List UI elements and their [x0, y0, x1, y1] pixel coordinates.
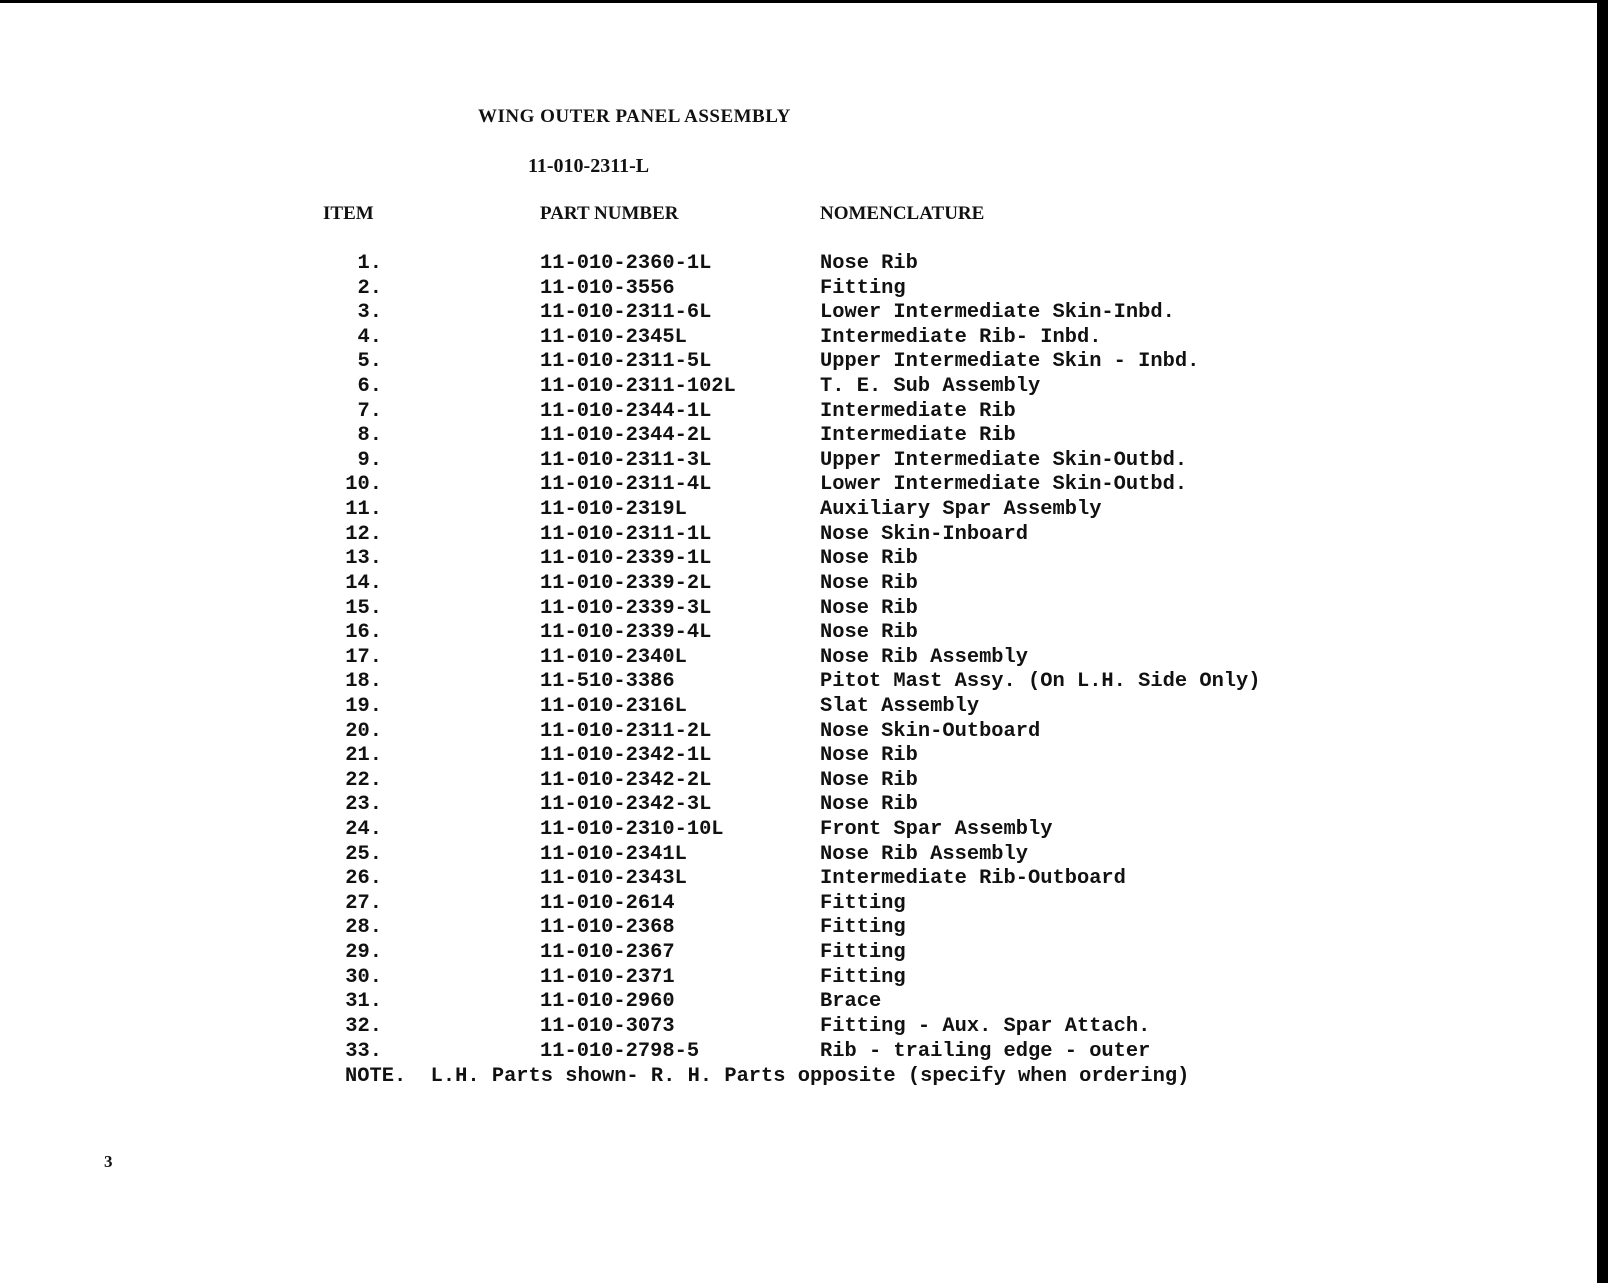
- page-number: 3: [104, 1152, 113, 1171]
- part-number: 11-010-2367: [540, 941, 675, 965]
- item-number: 30.: [345, 965, 382, 989]
- scan-border-top: [0, 0, 1608, 3]
- table-row: [0, 424, 1600, 449]
- part-number: 11-010-2311-5L: [540, 350, 712, 374]
- table-row: [0, 843, 1600, 868]
- nomenclature: Fitting: [820, 276, 906, 300]
- item-number: 25.: [345, 842, 382, 866]
- part-number: 11-010-2960: [540, 990, 675, 1014]
- item-number: 1.: [357, 252, 382, 275]
- item-number: 20.: [345, 719, 382, 743]
- nomenclature: Front Spar Assembly: [820, 818, 1053, 842]
- table-row: [0, 400, 1600, 425]
- table-row: [0, 572, 1600, 597]
- nomenclature: Nose Rib: [820, 768, 918, 792]
- table-row: [0, 818, 1600, 843]
- item-number: 26.: [345, 867, 382, 891]
- nomenclature: Fitting: [820, 941, 906, 965]
- item-number: 3.: [357, 301, 382, 325]
- header-nomenclature: NOMENCLATURE: [820, 203, 985, 224]
- nomenclature: Intermediate Rib: [820, 424, 1016, 448]
- item-number: 4.: [357, 325, 382, 349]
- part-number: 11-010-2339-2L: [540, 571, 712, 595]
- nomenclature: Nose Rib: [820, 621, 918, 645]
- nomenclature: Intermediate Rib: [820, 399, 1016, 423]
- nomenclature: Nose Rib Assembly: [820, 645, 1029, 669]
- part-number: 11-010-2341L: [540, 842, 687, 866]
- nomenclature: Rib - trailing edge - outer: [820, 1039, 1151, 1063]
- document-title: WING OUTER PANEL ASSEMBLY: [478, 106, 791, 127]
- part-number: 11-510-3386: [540, 670, 675, 694]
- nomenclature: Nose Skin-Outboard: [820, 719, 1041, 743]
- nomenclature: Nose Rib: [820, 571, 918, 595]
- table-row: [0, 1015, 1600, 1040]
- parts-list: [0, 252, 1600, 1064]
- item-number: 24.: [345, 818, 382, 842]
- table-row: [0, 646, 1600, 671]
- table-row: [0, 301, 1600, 326]
- table-row: [0, 892, 1600, 917]
- item-number: 12.: [345, 522, 382, 546]
- part-number: 11-010-2339-3L: [540, 596, 712, 620]
- item-number: 18.: [345, 670, 382, 694]
- item-number: 31.: [345, 990, 382, 1014]
- part-number: 11-010-2344-2L: [540, 424, 712, 448]
- part-number: 11-010-2311-102L: [540, 375, 736, 399]
- nomenclature: Lower Intermediate Skin-Inbd.: [820, 301, 1175, 325]
- nomenclature: Upper Intermediate Skin - Inbd.: [820, 350, 1200, 374]
- nomenclature: Nose Skin-Inboard: [820, 522, 1029, 546]
- header-part-number: PART NUMBER: [540, 203, 679, 224]
- item-number: 32.: [345, 1014, 382, 1038]
- nomenclature: Nose Rib: [820, 547, 918, 571]
- part-number: 11-010-2342-1L: [540, 744, 712, 768]
- part-number: 11-010-2342-2L: [540, 768, 712, 792]
- nomenclature: Nose Rib: [820, 793, 918, 817]
- nomenclature: Pitot Mast Assy. (On L.H. Side Only): [820, 670, 1261, 694]
- nomenclature: T. E. Sub Assembly: [820, 375, 1041, 399]
- nomenclature: Fitting: [820, 891, 906, 915]
- item-number: 19.: [345, 694, 382, 718]
- part-number: 11-010-2798-5: [540, 1039, 700, 1063]
- nomenclature: Slat Assembly: [820, 694, 980, 718]
- table-row: [0, 916, 1600, 941]
- table-row: [0, 966, 1600, 991]
- part-number: 11-010-2311-1L: [540, 522, 712, 546]
- item-number: 33.: [345, 1039, 382, 1063]
- part-number: 11-010-3556: [540, 276, 675, 300]
- nomenclature: Intermediate Rib- Inbd.: [820, 325, 1102, 349]
- table-row: [0, 695, 1600, 720]
- part-number: 11-010-3073: [540, 1014, 675, 1038]
- part-number: 11-010-2311-6L: [540, 301, 712, 325]
- nomenclature: Auxiliary Spar Assembly: [820, 498, 1102, 522]
- part-number: 11-010-2368: [540, 916, 675, 940]
- table-row: [0, 941, 1600, 966]
- item-number: 6.: [357, 375, 382, 399]
- table-row: [0, 350, 1600, 375]
- item-number: 27.: [345, 891, 382, 915]
- nomenclature: Upper Intermediate Skin-Outbd.: [820, 448, 1188, 472]
- item-number: 5.: [357, 350, 382, 374]
- table-row: [0, 449, 1600, 474]
- part-number: 11-010-2342-3L: [540, 793, 712, 817]
- item-number: 15.: [345, 596, 382, 620]
- part-number: 11-010-2310-10L: [540, 818, 724, 842]
- table-row: [0, 547, 1600, 572]
- item-number: 17.: [345, 645, 382, 669]
- header-item: ITEM: [323, 203, 374, 224]
- table-row: [0, 769, 1600, 794]
- part-number: 11-010-2371: [540, 965, 675, 989]
- table-row: [0, 375, 1600, 400]
- item-number: 16.: [345, 621, 382, 645]
- part-number: 11-010-2319L: [540, 498, 687, 522]
- nomenclature: Nose Rib: [820, 596, 918, 620]
- table-row: [0, 621, 1600, 646]
- table-row: [0, 990, 1600, 1015]
- nomenclature: Intermediate Rib-Outboard: [820, 867, 1126, 891]
- table-row: [0, 793, 1600, 818]
- item-number: 29.: [345, 941, 382, 965]
- nomenclature: Brace: [820, 990, 882, 1014]
- part-number: 11-010-2360-1L: [540, 252, 712, 275]
- table-row: [0, 473, 1600, 498]
- item-number: 10.: [345, 473, 382, 497]
- nomenclature: Lower Intermediate Skin-Outbd.: [820, 473, 1188, 497]
- item-number: 28.: [345, 916, 382, 940]
- part-number: 11-010-2345L: [540, 325, 687, 349]
- table-row: [0, 867, 1600, 892]
- part-number: 11-010-2339-4L: [540, 621, 712, 645]
- part-number: 11-010-2614: [540, 891, 675, 915]
- nomenclature: Fitting - Aux. Spar Attach.: [820, 1014, 1151, 1038]
- part-number: 11-010-2340L: [540, 645, 687, 669]
- item-number: 14.: [345, 571, 382, 595]
- assembly-number: 11-010-2311-L: [528, 155, 650, 177]
- table-row: [0, 523, 1600, 548]
- table-row: [0, 498, 1600, 523]
- item-number: 21.: [345, 744, 382, 768]
- nomenclature: Fitting: [820, 916, 906, 940]
- nomenclature: Nose Rib: [820, 252, 918, 275]
- item-number: 13.: [345, 547, 382, 571]
- part-number: 11-010-2311-3L: [540, 448, 712, 472]
- table-row: [0, 326, 1600, 351]
- part-number: 11-010-2316L: [540, 694, 687, 718]
- table-row: [0, 597, 1600, 622]
- item-number: 2.: [357, 276, 382, 300]
- table-row: [0, 720, 1600, 745]
- table-row: [0, 277, 1600, 302]
- item-number: 11.: [345, 498, 382, 522]
- table-row: [0, 744, 1600, 769]
- part-number: 11-010-2343L: [540, 867, 687, 891]
- table-row: [0, 670, 1600, 695]
- nomenclature: Nose Rib Assembly: [820, 842, 1029, 866]
- part-number: 11-010-2339-1L: [540, 547, 712, 571]
- nomenclature: Nose Rib: [820, 744, 918, 768]
- table-row: [0, 1040, 1600, 1065]
- item-number: 23.: [345, 793, 382, 817]
- item-number: 9.: [357, 448, 382, 472]
- part-number: 11-010-2311-2L: [540, 719, 712, 743]
- part-number: 11-010-2311-4L: [540, 473, 712, 497]
- part-number: 11-010-2344-1L: [540, 399, 712, 423]
- item-number: 7.: [357, 399, 382, 423]
- table-row: [0, 252, 1600, 277]
- note: NOTE. L.H. Parts shown- R. H. Parts opposite (specify when ordering): [345, 1065, 1190, 1088]
- item-number: 22.: [345, 768, 382, 792]
- nomenclature: Fitting: [820, 965, 906, 989]
- item-number: 8.: [357, 424, 382, 448]
